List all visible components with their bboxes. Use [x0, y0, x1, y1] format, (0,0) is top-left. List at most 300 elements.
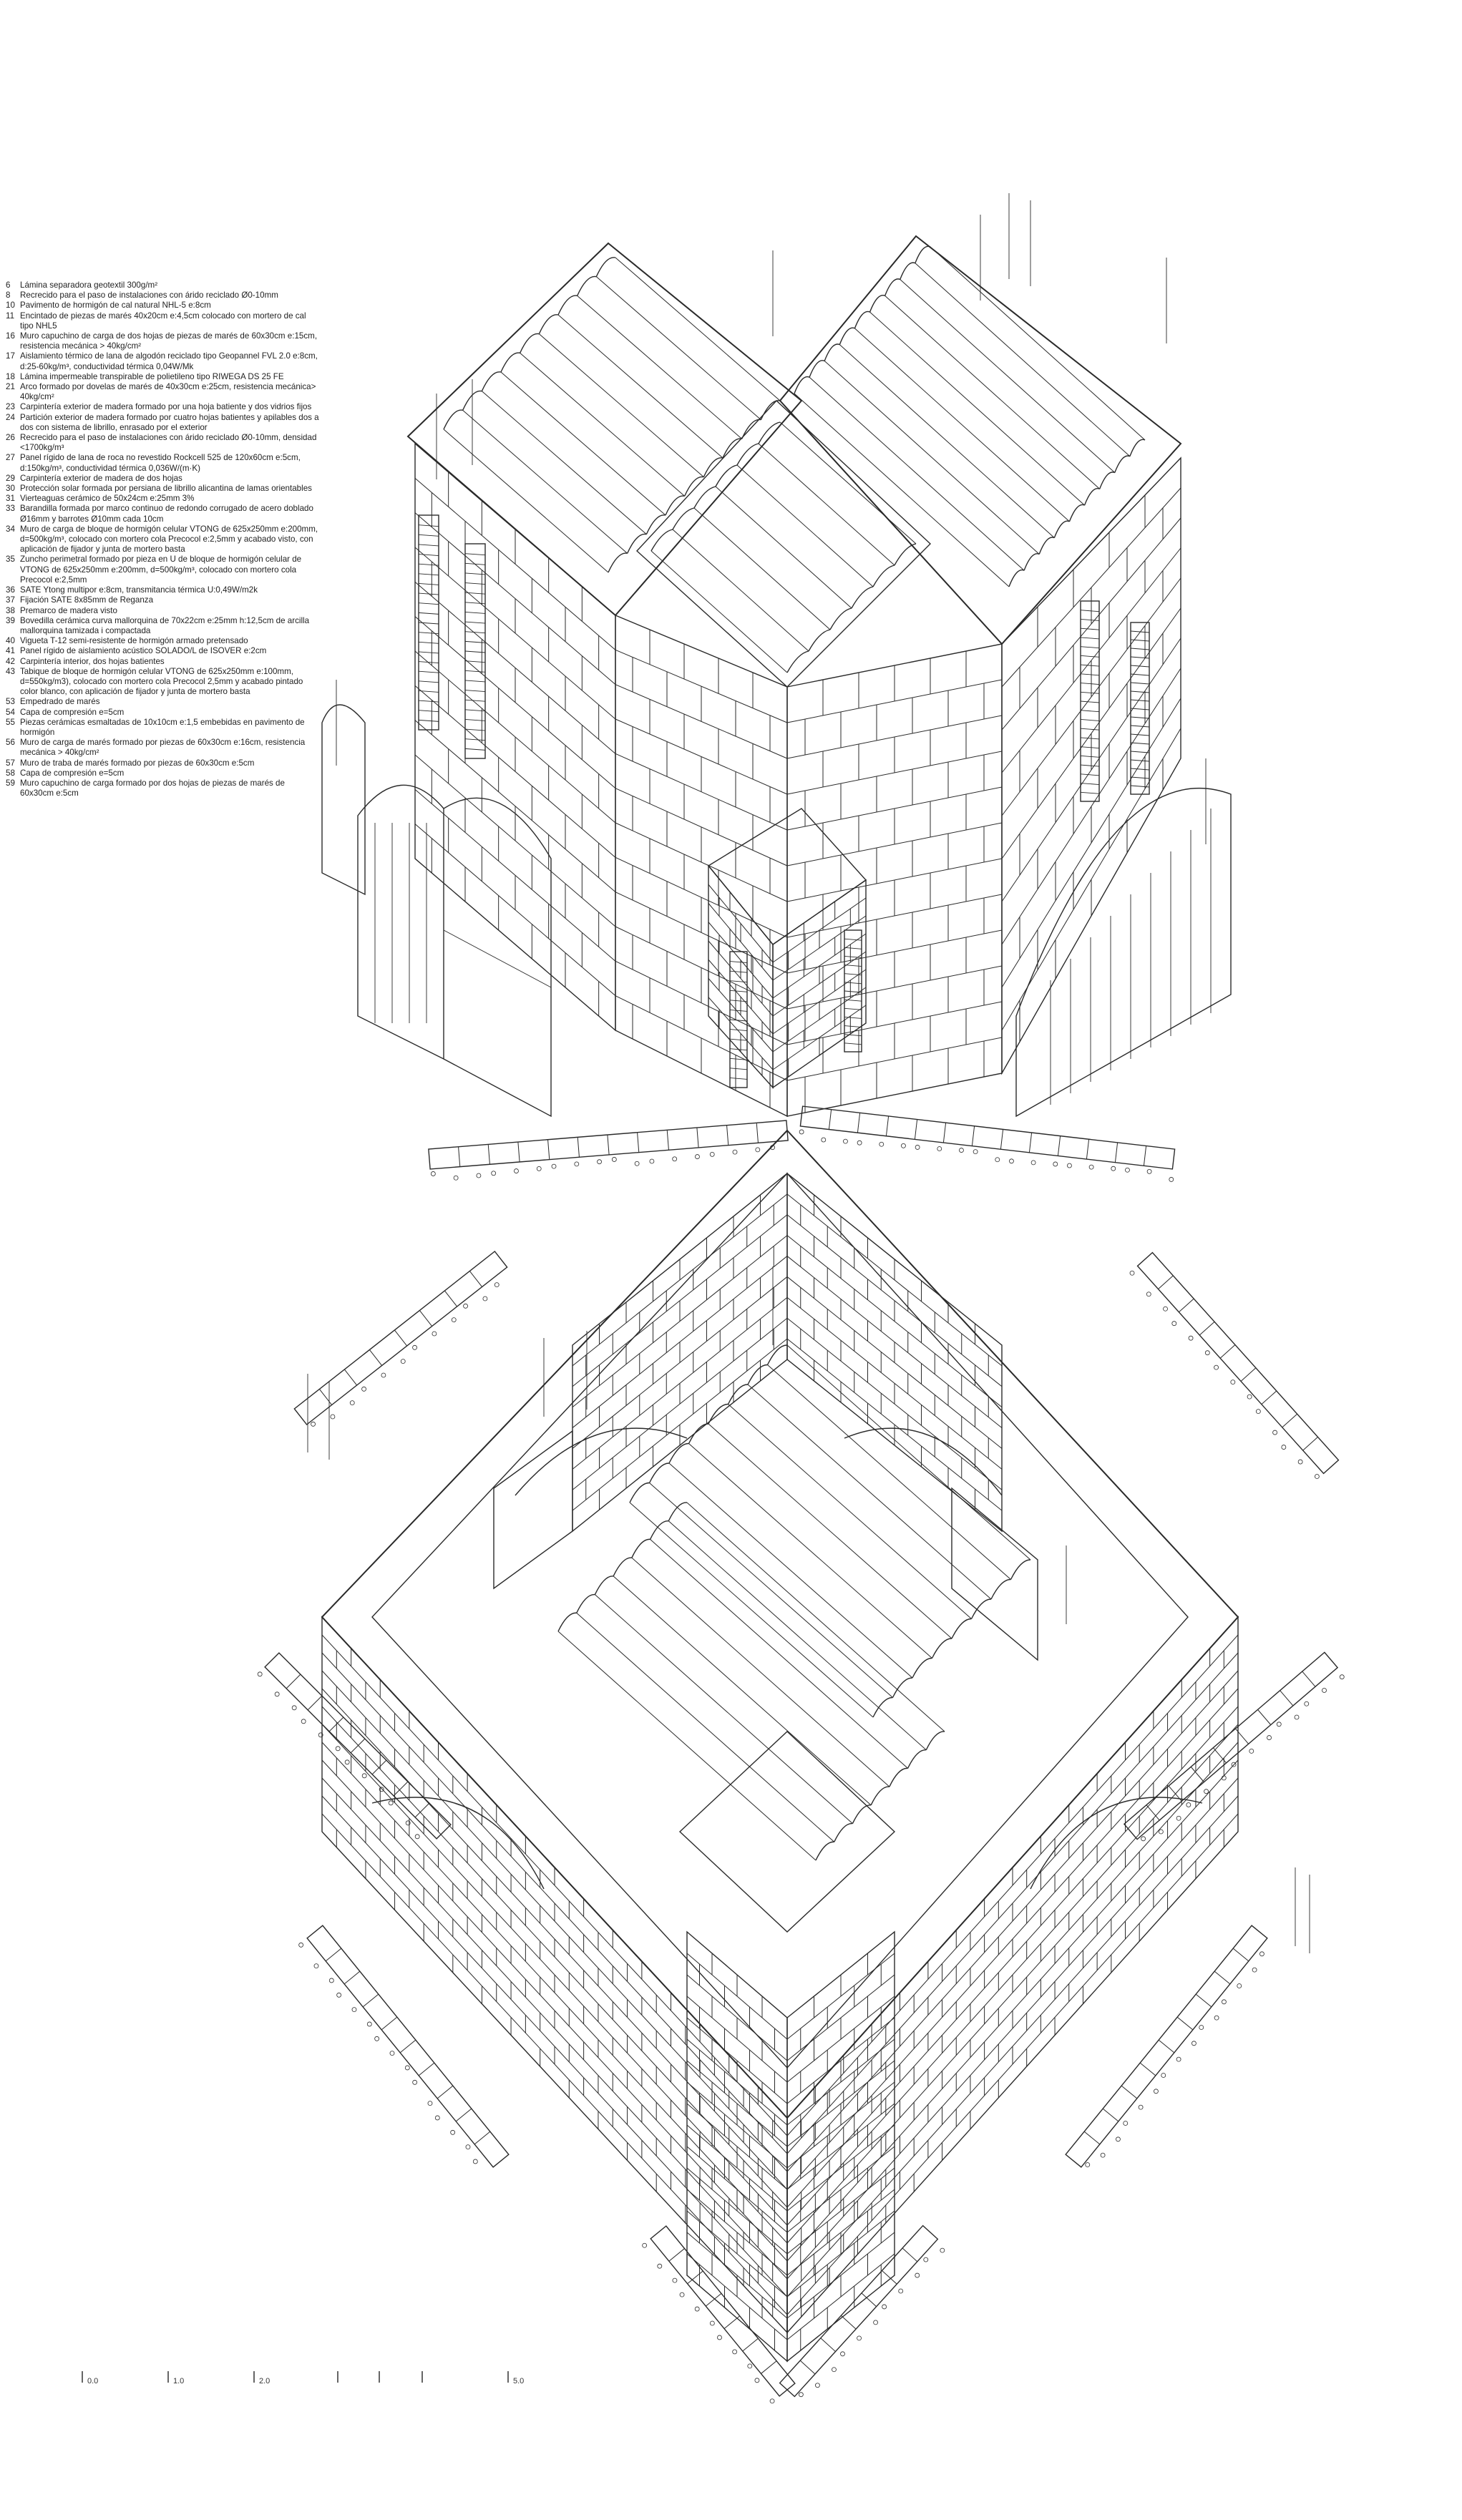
gravel	[1237, 1983, 1242, 1988]
vault-arc	[689, 1424, 709, 1444]
gravel	[1161, 2073, 1166, 2077]
paver-joint	[1213, 1748, 1226, 1763]
gravel	[973, 1150, 978, 1154]
shutter-slat	[1131, 760, 1149, 761]
vault-arc	[650, 1521, 669, 1540]
legend-number: 27	[6, 453, 15, 463]
vault-arc	[991, 1579, 1011, 1599]
gravel	[874, 2320, 878, 2325]
gravel	[435, 2116, 439, 2120]
shutter-slat	[419, 671, 439, 673]
vault-arc	[824, 344, 839, 361]
glazing-bar	[444, 930, 551, 987]
paver-joint	[1103, 2109, 1119, 2121]
vault-arc	[520, 333, 540, 353]
gravel	[1205, 1351, 1209, 1355]
vault-arc	[1009, 570, 1024, 587]
shutter-slat	[419, 720, 439, 721]
gravel	[477, 1173, 481, 1178]
lower-structure-axonometric	[308, 1130, 1310, 2361]
shutter-slat	[1131, 768, 1149, 770]
paver-joint	[456, 2109, 472, 2121]
vault-arc	[926, 1732, 945, 1750]
shutter-slat	[419, 710, 439, 712]
upper-dwelling-axonometric	[322, 193, 1231, 1116]
vault-arc	[608, 553, 628, 572]
paver-joint	[1159, 2040, 1174, 2053]
left-wing-wall-sw	[415, 444, 615, 1030]
paver-joint	[419, 2063, 434, 2076]
gravel	[552, 1164, 556, 1168]
paver-joint	[1179, 1299, 1194, 1312]
shutter-slat	[465, 612, 485, 613]
scale-label-5: 5.0	[513, 2377, 525, 2385]
gravel	[879, 1142, 884, 1146]
gravel	[431, 1171, 435, 1176]
legend-number: 59	[6, 778, 15, 788]
shutter-slat	[465, 690, 485, 692]
paver-joint	[286, 1674, 301, 1689]
legend-text: Lámina separadora geotextil 300g/m²	[20, 280, 158, 290]
gravel	[1086, 2162, 1090, 2167]
vault-rib	[650, 1539, 908, 1768]
vault-arc	[871, 1787, 890, 1805]
gravel	[258, 1672, 262, 1676]
vault-arc	[885, 279, 900, 296]
shutter-slat	[1081, 638, 1099, 639]
paver-joint	[1121, 2086, 1137, 2099]
gravel	[1176, 1816, 1181, 1820]
shutter-slat	[1081, 692, 1099, 693]
vault-arc	[1069, 504, 1084, 521]
gravel	[1322, 1688, 1327, 1692]
vault-rib	[539, 334, 703, 477]
shutter-slat	[730, 990, 747, 992]
gravel	[1146, 1292, 1151, 1296]
path-edge	[800, 1106, 1174, 1169]
inner-wall-back-right	[787, 1173, 1002, 1531]
vault-arc	[834, 1824, 853, 1842]
gravel	[413, 2080, 417, 2084]
legend-text: Recrecido para el paso de instalaciones con árido reciclado Ø0-10mm, densidad <1700kg/m³	[20, 433, 317, 453]
vault-arc	[595, 1576, 613, 1595]
gravel	[1231, 1380, 1235, 1384]
vault-arc	[728, 1384, 749, 1405]
paver-joint	[1158, 1276, 1173, 1289]
shutter-slat	[419, 583, 439, 585]
gravel	[1172, 1322, 1176, 1326]
paver-joint	[1303, 1437, 1318, 1450]
legend-number: 33	[6, 504, 15, 514]
gravel	[1053, 1162, 1058, 1166]
shutter-slat	[730, 962, 747, 963]
legend-number: 21	[6, 382, 15, 392]
paver-joint	[326, 1948, 341, 1961]
legend-number: 42	[6, 656, 15, 666]
paver-joint	[381, 2017, 397, 2030]
shutter-slat	[419, 534, 439, 536]
legend-number: 56	[6, 738, 15, 748]
gravel	[1009, 1159, 1013, 1163]
gravel	[1089, 1165, 1093, 1169]
gravel	[362, 1387, 366, 1391]
vault-rib	[613, 1576, 871, 1805]
vault-arc	[742, 419, 761, 439]
paver-joint	[1146, 1805, 1159, 1820]
gravel	[1101, 2153, 1105, 2157]
vault-arc	[650, 1463, 670, 1483]
gravel	[1147, 1169, 1151, 1173]
shutter-slat	[1081, 747, 1099, 748]
legend-number: 16	[6, 331, 15, 341]
shutter-slat	[844, 939, 862, 940]
gravel	[345, 1760, 349, 1764]
paver-joint	[669, 2249, 685, 2262]
vault-rib	[482, 391, 646, 534]
gravel	[612, 1157, 616, 1161]
vault-rib	[870, 312, 1085, 505]
gravel	[1249, 1749, 1254, 1753]
scale-label-2: 2.0	[259, 2377, 271, 2385]
legend-number: 35	[6, 555, 15, 565]
legend-number: 58	[6, 768, 15, 778]
gravel	[413, 1345, 417, 1349]
shutter-slat	[730, 1068, 747, 1070]
gravel	[1282, 1445, 1286, 1450]
legend-text: Carpintería interior, dos hojas batientes	[20, 656, 165, 666]
shutter-slat	[1081, 701, 1099, 703]
shutter-slat	[419, 544, 439, 546]
vault-arc	[809, 630, 830, 651]
legend-number: 18	[6, 371, 15, 381]
gravel	[1273, 1430, 1277, 1435]
vault-arc	[1085, 489, 1100, 505]
gravel	[748, 2364, 752, 2368]
gravel	[575, 1162, 579, 1166]
paver-joint	[724, 2316, 740, 2329]
vault-arc	[794, 377, 809, 394]
gravel	[937, 1146, 942, 1151]
gravel	[843, 1139, 847, 1143]
paver-joint	[706, 2293, 721, 2306]
gravel	[1067, 1163, 1071, 1168]
vault-arc	[501, 353, 520, 372]
gravel	[537, 1166, 541, 1171]
legend-number: 30	[6, 484, 15, 494]
shutter-slat	[465, 554, 485, 555]
vault-rib	[768, 1365, 1011, 1580]
gravel	[389, 1801, 393, 1805]
vault-arc	[908, 1750, 927, 1769]
shutter-slat	[1081, 619, 1099, 620]
paver-joint	[415, 1803, 429, 1817]
vault-arc	[632, 1539, 650, 1558]
vault-rib	[558, 315, 723, 458]
shutter-slat	[1081, 628, 1099, 630]
shutter-slat	[1081, 728, 1099, 730]
vault-rib	[689, 1444, 932, 1659]
legend-text: Partición exterior de madera formado por cuatro hojas batientes y apilables dos a dos con sistema de librillo, enrasado por el exterior	[20, 412, 319, 432]
gravel	[466, 2145, 470, 2149]
legend-text: Empedrado de marés	[20, 697, 100, 707]
legend-text: Carpintería exterior de madera de dos hojas	[20, 473, 182, 483]
shutter-slat	[1081, 647, 1099, 648]
vault-rib	[794, 394, 1009, 587]
shutter-slat	[730, 971, 747, 972]
gravel	[275, 1692, 279, 1696]
gravel	[451, 2130, 455, 2134]
shutter-slat	[730, 1010, 747, 1011]
gravel	[390, 2051, 394, 2056]
gravel	[635, 1161, 639, 1166]
vault-arc	[668, 1503, 687, 1521]
shutter-slat	[730, 1039, 747, 1040]
gravel	[405, 2066, 409, 2070]
gravel	[336, 1747, 340, 1751]
shutter-slat	[1081, 610, 1099, 612]
legend-number: 10	[6, 301, 15, 311]
shutter-slat	[1131, 743, 1149, 744]
gravel	[1214, 1365, 1219, 1369]
vault-arc	[578, 276, 597, 296]
ground-path-w	[294, 1251, 507, 1426]
paver-joint	[1115, 1143, 1117, 1163]
gravel	[401, 1359, 405, 1364]
gravel	[1159, 1830, 1163, 1834]
legend-number: 8	[6, 290, 11, 301]
shutter-slat	[844, 1008, 862, 1010]
scale-bar	[79, 2370, 537, 2391]
vault-rib	[668, 1521, 926, 1750]
vault-rib	[669, 1463, 912, 1678]
vault-rib	[595, 1595, 852, 1824]
vault-rib	[520, 353, 685, 496]
paver-joint	[1262, 1391, 1277, 1405]
gravel	[1256, 1410, 1260, 1414]
gravel	[815, 2383, 819, 2388]
gravel	[1259, 1952, 1264, 1956]
legend-text: Recrecido para el paso de instalaciones con árido reciclado Ø0-10mm	[20, 290, 278, 301]
vault-rib	[748, 1384, 991, 1599]
vault-arc	[577, 1595, 595, 1613]
paver-joint	[1177, 2017, 1193, 2030]
vault-arc	[839, 328, 854, 344]
gravel	[1124, 2121, 1128, 2125]
paver-joint	[319, 1389, 331, 1405]
gravel	[292, 1706, 296, 1710]
vault-arc	[444, 410, 463, 429]
paver-joint	[727, 1125, 728, 1146]
paver-joint	[857, 1113, 859, 1133]
vault-rib	[694, 508, 830, 630]
gravel	[337, 1993, 341, 1997]
gravel	[695, 1155, 699, 1159]
paver-joint	[638, 1133, 639, 1153]
paver-joint	[915, 1120, 917, 1140]
gravel	[799, 2393, 803, 2397]
vault-arc	[716, 465, 737, 487]
gravel	[1139, 2105, 1143, 2109]
gravel	[658, 2264, 662, 2268]
gravel	[901, 1143, 905, 1148]
gravel	[1199, 2025, 1204, 2029]
shutter-slat	[419, 642, 439, 643]
vault-arc	[854, 311, 869, 328]
paver-joint	[369, 1349, 381, 1365]
shutter-slat	[1131, 691, 1149, 693]
paver-joint	[972, 1126, 974, 1146]
paver-joint	[1144, 1146, 1146, 1166]
paver-joint	[394, 1782, 408, 1796]
legend-text: Muro capuchino de carga formado por dos hojas de piezas de marés de 60x30cm e:5cm	[20, 778, 285, 799]
vault-rib	[687, 1503, 945, 1732]
paver-joint	[1302, 1671, 1315, 1686]
vault-rib	[615, 258, 780, 401]
gravel	[1277, 1722, 1281, 1727]
lower-vaults-a	[630, 1345, 1030, 1717]
vault-arc	[952, 1618, 972, 1639]
gravel	[940, 2248, 945, 2252]
vault-arc	[685, 477, 704, 496]
paver-joint	[474, 2131, 490, 2144]
gravel	[650, 1159, 654, 1163]
gravel	[673, 2278, 677, 2282]
shutter-slat	[1131, 657, 1149, 658]
gravel	[1189, 1336, 1193, 1340]
vault-arc	[1011, 1560, 1031, 1580]
paver-joint	[1233, 1948, 1249, 1961]
legend-text: Lámina impermeable transpirable de polietileno tipo RIWEGA DS 25 FE	[20, 371, 284, 381]
gravel	[473, 2159, 477, 2164]
legend-text: Aislamiento térmico de lana de algodón reciclado tipo Geopannel FVL 2.0 e:8cm, d:25-60kg/m³, conductividad térmica 0,04W/Mk	[20, 351, 318, 371]
gravel	[899, 2289, 903, 2293]
window-opening-right	[952, 1488, 1038, 1660]
paver-joint	[902, 2248, 917, 2262]
window-opening-left	[494, 1431, 572, 1588]
vault-arc	[596, 258, 615, 277]
gravel	[514, 1169, 518, 1173]
gravel	[598, 1160, 602, 1164]
gravel	[301, 1719, 306, 1724]
legend-number: 31	[6, 494, 15, 504]
vault-arc	[890, 1768, 908, 1787]
gravel	[680, 2292, 684, 2297]
shutter-slat	[844, 947, 862, 949]
shutter-3	[1081, 601, 1099, 801]
vault-rib	[501, 372, 666, 515]
vault-rib	[716, 487, 852, 608]
gravel	[959, 1148, 963, 1153]
gravel	[381, 1373, 386, 1377]
gravel	[799, 1130, 804, 1134]
gravel	[1116, 2137, 1120, 2141]
vault-rib	[737, 465, 873, 587]
ground-path-s2	[1066, 1925, 1267, 2167]
gravel	[995, 1158, 1000, 1162]
gravel	[1247, 1395, 1252, 1399]
lower-wall-left	[322, 1617, 787, 2333]
vault-rib	[885, 296, 1100, 489]
vault-arc	[972, 1599, 992, 1619]
vault-rib	[673, 529, 809, 651]
gravel	[1164, 1307, 1168, 1311]
paver-joint	[400, 2040, 416, 2053]
gravel	[1130, 1271, 1134, 1275]
vault-rib	[809, 377, 1024, 570]
paver-joint	[344, 1369, 356, 1385]
gravel	[695, 2307, 699, 2311]
ground-path-nw	[429, 1120, 788, 1180]
vault-arc	[900, 263, 915, 279]
gravel	[452, 1318, 456, 1322]
shutter-slat	[1081, 792, 1099, 793]
gravel	[311, 1422, 316, 1426]
paver-joint	[419, 1310, 432, 1326]
legend-text: Carpintería exterior de madera formado por una hoja batiente y dos vidrios fijos	[20, 402, 312, 412]
gravel	[1222, 2000, 1226, 2004]
left-arch-wing	[322, 705, 365, 894]
side-arch-left	[372, 1797, 544, 1889]
legend-number: 34	[6, 524, 15, 534]
ground-path-ne	[799, 1106, 1174, 1181]
paver-joint	[437, 2086, 453, 2099]
paver-joint	[1029, 1133, 1031, 1153]
paver-joint	[518, 1142, 520, 1162]
gravel	[1125, 1168, 1129, 1172]
vault-arc	[873, 1697, 893, 1717]
gravel	[1191, 2041, 1196, 2046]
legend-text: SATE Ytong multipor e:8cm, transmitancia térmica U:0,49W/m2k	[20, 585, 258, 595]
vault-arc	[915, 246, 930, 263]
vault-arc	[630, 1483, 650, 1503]
vault-rib	[854, 328, 1069, 522]
legend-text: Piezas cerámicas esmaltadas de 10x10cm e:1,5 embebidas en pavimento de hormigón	[20, 717, 305, 737]
vault-arc	[816, 1842, 834, 1860]
gravel	[915, 1145, 920, 1149]
legend-number: 53	[6, 697, 15, 707]
gravel	[454, 1176, 458, 1180]
vault-arc	[558, 296, 578, 315]
gravel	[464, 1304, 468, 1308]
shutter-slat	[1131, 700, 1149, 701]
vault-arc	[787, 651, 809, 673]
vault-rib	[558, 1631, 816, 1860]
ground-path-s4	[780, 2226, 945, 2397]
gravel	[352, 2008, 356, 2012]
gravel	[710, 2321, 714, 2325]
vault-arc	[613, 1558, 632, 1576]
paver-joint	[1235, 1729, 1248, 1744]
legend-number: 29	[6, 473, 15, 483]
legend-number: 39	[6, 615, 15, 625]
paver-joint	[344, 1971, 360, 1984]
legend-text: Capa de compresión e=5cm	[20, 707, 125, 717]
vault-arc	[1100, 472, 1115, 489]
legend-text: Zuncho perimetral formado por pieza en U de bloque de hormigón celular de VTONG de 625x250mm e:200mm, d=500kg/m³, colocado con mortero cola Precocol e:2,5mm	[20, 555, 302, 585]
gravel	[857, 1141, 862, 1145]
gravel	[733, 1150, 737, 1154]
gravel	[755, 2378, 759, 2383]
vault-arc	[852, 587, 873, 608]
shutter-slat	[465, 680, 485, 682]
shutter-slat	[465, 632, 485, 633]
paver-joint	[1214, 1971, 1230, 1984]
gravel	[367, 2022, 371, 2026]
legend-number: 57	[6, 758, 15, 768]
shutter-slat	[419, 555, 439, 556]
shutter-slat	[730, 981, 747, 982]
gravel	[375, 2036, 379, 2041]
